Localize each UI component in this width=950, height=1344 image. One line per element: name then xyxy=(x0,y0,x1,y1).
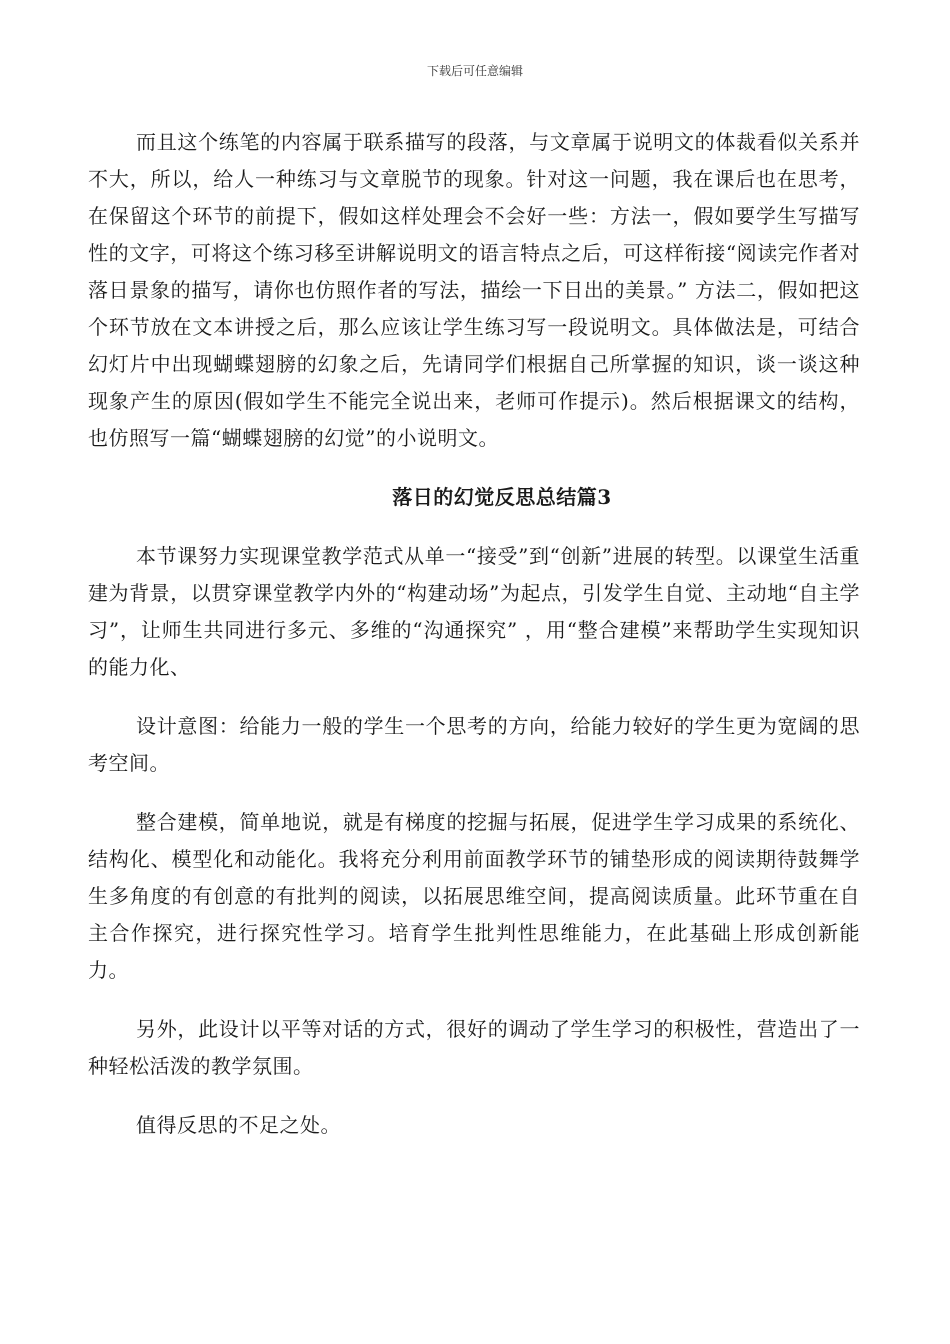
paragraph-6: 值得反思的不足之处。 xyxy=(136,1113,341,1137)
section-heading: 落日的幻觉反思总结篇3 xyxy=(392,485,612,509)
paragraph-2: 本节课努力实现课堂教学范式从单一“接受”到“创新”进展的转型。以课堂生活重建为背景，以贯穿课堂教学内外的“构建动场”为起点，引发学生自觉、主动地“自主学习”，让师生共同进行多元、多维的“沟通探究” ，用“整合建模”来帮助学生实现知识的能力化、 xyxy=(88,544,860,679)
paragraph-3: 设计意图：给能力一般的学生一个思考的方向，给能力较好的学生更为宽阔的思考空间。 xyxy=(88,714,860,775)
paragraph-5: 另外，此设计以平等对话的方式，很好的调动了学生学习的积极性，营造出了一种轻松活泼的教学氛围。 xyxy=(88,1017,860,1078)
document-body xyxy=(88,124,860,1144)
page-header: 下载后可任意编辑 xyxy=(426,64,523,78)
paragraph-1: 而且这个练笔的内容属于联系描写的段落，与文章属于说明文的体裁看似关系并不大，所以，给人一种练习与文章脱节的现象。针对这一问题，我在课后也在思考，在保留这个环节的前提下，假如这样处理会不会好一些：方法一，假如要学生写描写性的文字，可将这个练习移至讲解说明文的语言特点之后，可这样衔接“阅读完作者对落日景象的描写，请你也仿照作者的写法，描绘一下日出的美景。” 方法二，假如把这个环节放在文本讲授之后，那么应该让学生练习写一段说明文。具体做法是，可结合幻灯片中出现蝴蝶翅膀的幻象之后，先请同学们根据自己所掌握的知识，谈一谈这种现象产生的原因(假如学生不能完全说出来，老师可作提示)。然后根据课文的结构，也仿照写一篇“蝴蝶翅膀的幻觉”的小说明文。 xyxy=(88,130,860,450)
paragraph-4: 整合建模，简单地说，就是有梯度的挖掘与拓展，促进学生学习成果的系统化、结构化、模型化和动能化。我将充分利用前面教学环节的铺垫形成的阅读期待鼓舞学生多角度的有创意的有批判的阅读，以拓展思维空间，提高阅读质量。此环节重在自主合作探究，进行探究性学习。培育学生批判性思维能力，在此基础上形成创新能力。 xyxy=(88,810,860,982)
